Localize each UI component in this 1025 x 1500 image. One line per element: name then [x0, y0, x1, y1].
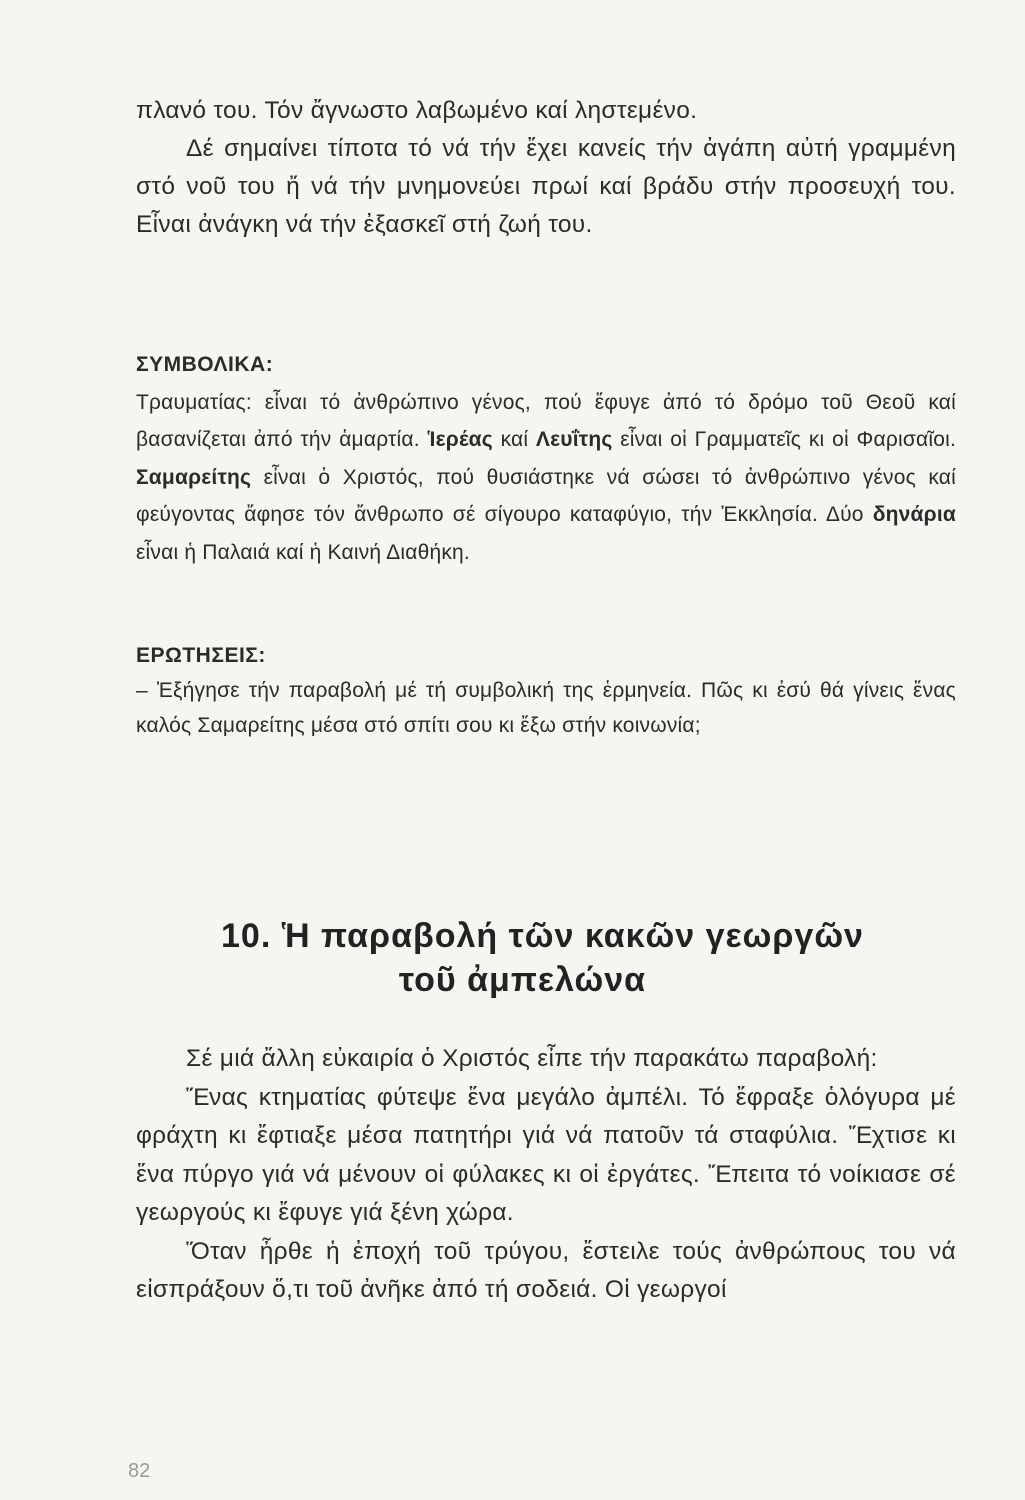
chapter-title-line-1: 10. Ἡ παραβολή τῶν κακῶν γεωργῶν	[221, 917, 864, 955]
page-number: 82	[128, 1460, 151, 1482]
symbolic-text-1: Τραυματίας: εἶναι τό ἀνθρώπινο γένος, πού ἔφυγε ἀπό τό δρόμο τοῦ Θεοῦ καί βασανίζεται ἀπό τήν ἁμαρτία.	[136, 390, 956, 451]
symbolic-text-5: εἶναι ἡ Παλαιά καί ἡ Καινή Διαθήκη.	[136, 540, 470, 564]
intro-line: πλανό του. Τόν ἄγνωστο λαβωμένο καί ληστεμένο.	[136, 97, 698, 124]
intro-text	[136, 92, 956, 244]
questions-section	[136, 638, 956, 743]
term-samaritan: Σαμαρείτης	[136, 465, 252, 489]
parable-paragraph-3: Ὅταν ἦρθε ἡ ἐποχή τοῦ τρύγου, ἔστειλε τούς ἀνθρώπους του νά εἰσπράξουν ὅ,τι τοῦ ἀνῆκε ἀπό τή σοδειά. Οἱ γεωργοί	[136, 1237, 956, 1303]
symbolic-text-2: καί	[492, 428, 536, 451]
symbolic-section	[136, 346, 956, 571]
questions-heading: ΕΡΩΤΗΣΕΙΣ:	[136, 644, 266, 667]
parable-text	[136, 1040, 956, 1310]
term-denarii: δηνάρια	[872, 503, 956, 526]
symbolic-text-4: εἶναι ὁ Χριστός, πού θυσιάστηκε νά σώσει τό ἀνθρώπινο γένος καί φεύγοντας ἄφησε τόν ἄνθρωπο σέ σίγουρο καταφύγιο, τήν Ἐκκλησία. Δύο	[136, 465, 956, 526]
parable-paragraph-1: Σέ μιά ἄλλη εὐκαιρία ὁ Χριστός εἶπε τήν παρακάτω παραβολή:	[186, 1045, 878, 1072]
intro-paragraph: Δέ σημαίνει τίποτα τό νά τήν ἔχει κανείς τήν ἀγάπη αὐτή γραμμένη στό νοῦ του ἤ νά τήν μνημονεύει πρωί καί βράδυ στήν προσευχή του. Εἶναι ἀνάγκη νά τήν ἐξασκεῖ στή ζωή του.	[136, 135, 956, 238]
symbolic-heading: ΣΥΜΒΟΛΙΚΑ:	[136, 353, 274, 376]
chapter-title	[0, 914, 1025, 1002]
term-levite: Λευΐτης	[535, 428, 613, 451]
parable-paragraph-2: Ἕνας κτηματίας φύτεψε ἕνα μεγάλο ἀμπέλι. Τό ἔφραξε ὁλόγυρα μέ φράχτη κι ἔφτιαξε μέσα πατητήρι γιά νά πατοῦν τά σταφύλια. Ἔχτισε κι ἕνα πύργο γιά νά μένουν οἱ φύλακες κι οἱ ἐργάτες. Ἔπειτα τό νοίκιασε σέ γεωργούς κι ἔφυγε γιά ξένη χώρα.	[136, 1083, 956, 1226]
symbolic-text-3: εἶναι οἱ Γραμματεῖς κι οἱ Φαρισαῖοι.	[612, 428, 956, 451]
symbolic-paragraph	[136, 384, 956, 572]
questions-text: – Ἐξήγησε τήν παραβολή μέ τή συμβολική της ἑρμηνεία. Πῶς κι ἐσύ θά γίνεις ἕνας καλός Σαμαρείτης μέσα στό σπίτι σου κι ἔξω στήν κοινωνία;	[136, 679, 956, 737]
term-priest: Ἱερέας	[427, 428, 493, 451]
chapter-title-line-2: τοῦ ἀμπελώνα	[398, 961, 647, 999]
